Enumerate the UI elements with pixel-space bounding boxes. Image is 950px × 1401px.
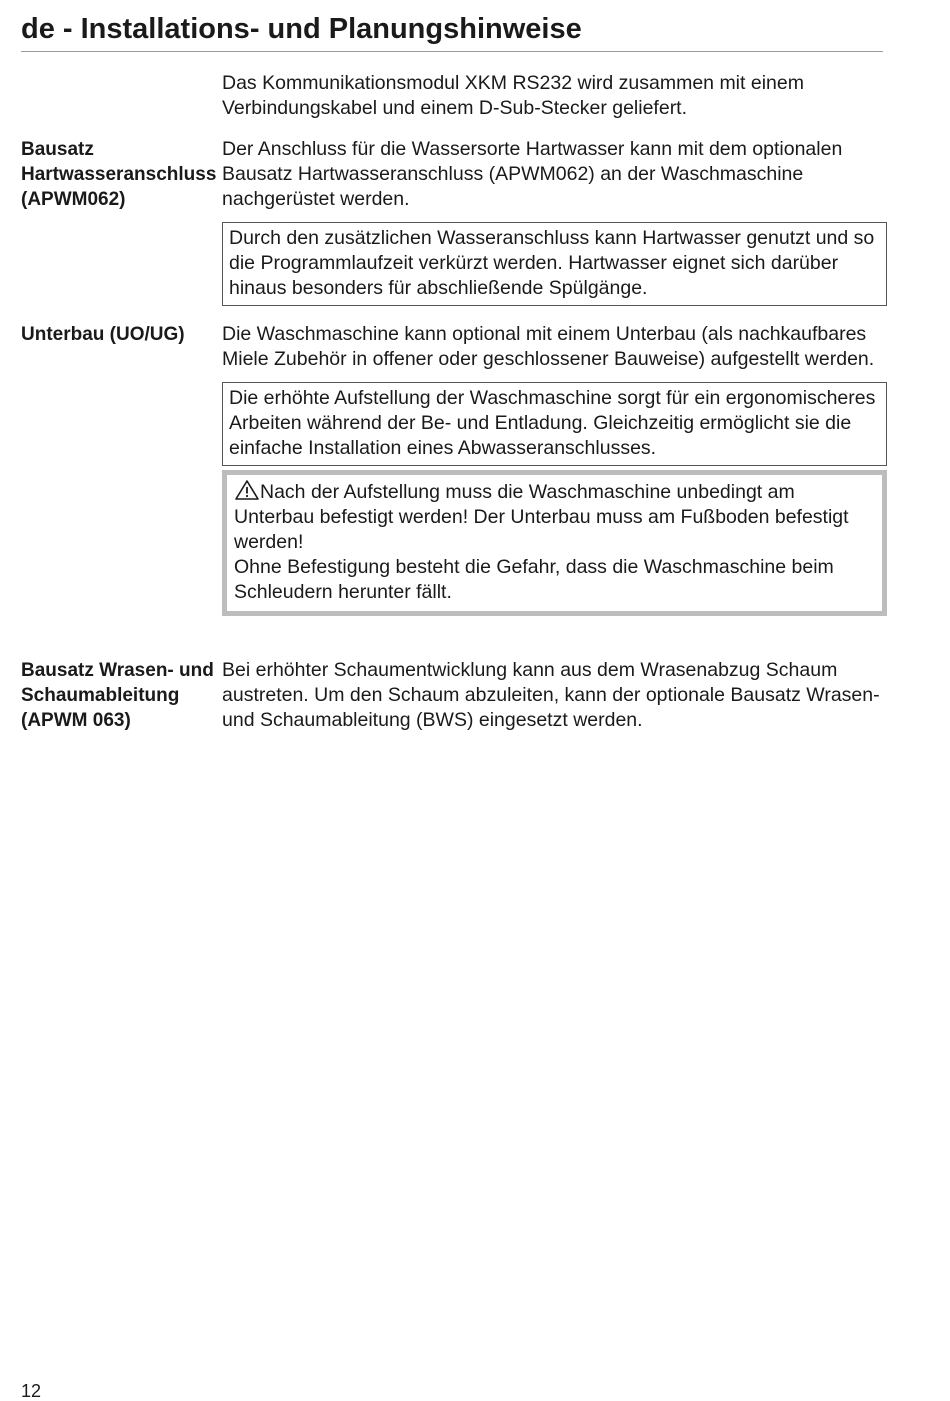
info-note-box: Durch den zusätzlichen Wasseranschluss kann Hartwasser genutzt und so die Programmlaufzeit verkürzt werden. Hartwasser eignet sich darüber hinaus besonders für abschließende Spülgänge. <box>222 222 887 306</box>
section-body <box>222 658 887 733</box>
section-body <box>222 322 887 616</box>
section-label: Bausatz Wrasen- und Schaumableitung (APWM 063) <box>21 660 214 731</box>
section-label: Bausatz Hartwasseranschluss (APWM062) <box>21 139 217 210</box>
intro-body <box>222 71 887 121</box>
section-paragraph: Bei erhöhter Schaumentwicklung kann aus dem Wrasenabzug Schaum austreten. Um den Schaum abzuleiten, kann der optionale Bausatz Wrasen- und Schaumableitung (BWS) eingesetzt werden. <box>222 659 880 731</box>
warning-text-1: Nach der Aufstellung muss die Waschmaschine unbedingt am Unterbau befestigt werden! Der Unterbau muss am Fußboden befestigt werden! <box>234 481 849 553</box>
page-title: de - Installations- und Planungshinweise <box>21 10 883 52</box>
section-paragraph: Die Waschmaschine kann optional mit einem Unterbau (als nachkaufbares Miele Zubehör in offener oder geschlossener Bauweise) aufgestellt werden. <box>222 323 875 370</box>
warning-text-2: Ohne Befestigung besteht die Gefahr, dass die Waschmaschine beim Schleudern herunter fällt. <box>234 556 834 603</box>
section-paragraph: Der Anschluss für die Wassersorte Hartwasser kann mit dem optionalen Bausatz Hartwasseranschluss (APWM062) an der Waschmaschine nachgerüstet werden. <box>222 138 843 210</box>
page-number: 12 <box>21 1381 42 1401</box>
intro-paragraph: Das Kommunikationsmodul XKM RS232 wird zusammen mit einem Verbindungskabel und einem D-Sub-Stecker geliefert. <box>222 72 804 119</box>
section-body <box>222 137 887 306</box>
info-note-box: Die erhöhte Aufstellung der Waschmaschine sorgt für ein ergonomischeres Arbeiten während der Be- und Entladung. Gleichzeitig ermöglicht sie die einfache Installation eines Abwasseranschlusses. <box>222 382 887 466</box>
section-label: Unterbau (UO/UG) <box>21 324 185 345</box>
warning-line-1 <box>234 479 874 555</box>
warning-triangle-icon <box>234 479 260 501</box>
warning-box <box>222 470 887 616</box>
